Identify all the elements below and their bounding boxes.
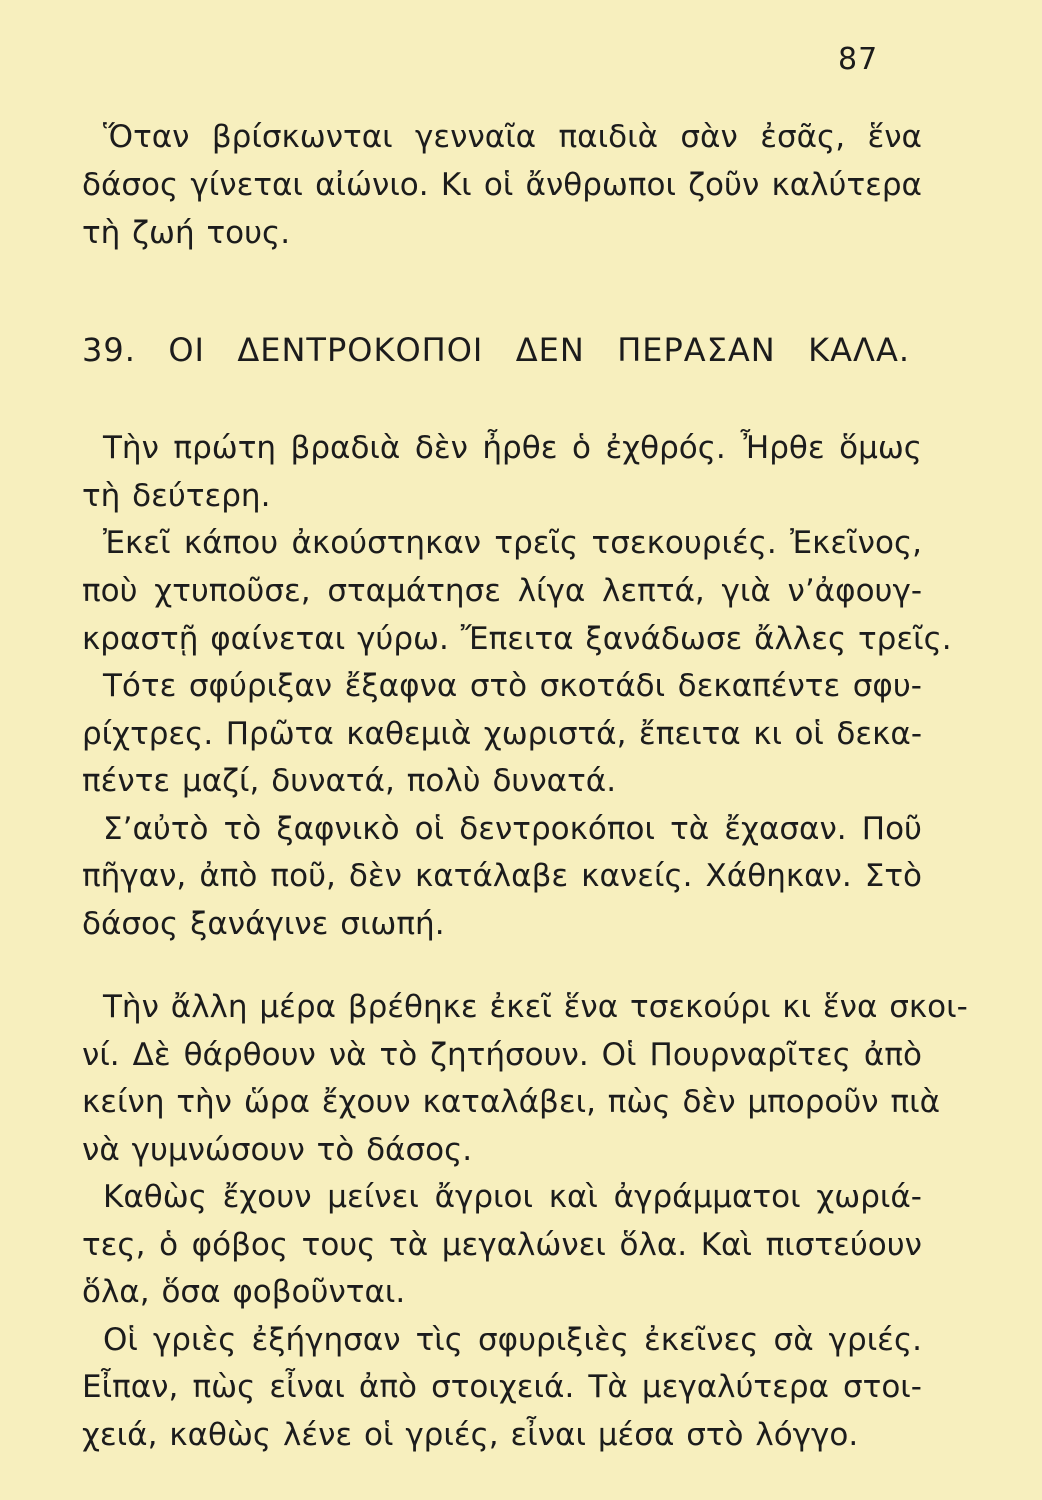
section1-line-6: Τότε σφύριξαν ἔξαφνα στὸ σκοτάδι δεκαπέντε σφυ- (103, 668, 922, 704)
section1-line-8: πέντε μαζί, δυνατά, πολὺ δυνατά. (82, 763, 617, 799)
section2-line-2: νί. Δὲ θάρθουν νὰ τὸ ζητήσουν. Οἱ Πουρναρῖτες ἀπὸ (82, 1037, 922, 1073)
section1-line-5: κραστῇ φαίνεται γύρω. Ἔπειτα ξανάδωσε ἄλλες τρεῖς. (82, 621, 952, 657)
chapter-heading: 39. ΟΙ ΔΕΝΤΡΟΚΟΠΟΙ ΔΕΝ ΠΕΡΑΣΑΝ ΚΑΛΑ. (82, 331, 910, 369)
intro-line-2: δάσος γίνεται αἰώνιο. Κι οἱ ἄνθρωποι ζοῦν καλύτερα (82, 167, 922, 203)
section2-line-6: τες, ὁ φόβος τους τὰ μεγαλώνει ὅλα. Καὶ πιστεύουν (82, 1227, 922, 1263)
section2-line-9: Εἶπαν, πὼς εἶναι ἀπὸ στοιχειά. Τὰ μεγαλύτερα στοι- (82, 1369, 922, 1405)
section1-line-2: τὴ δεύτερη. (82, 478, 271, 514)
section1-line-9: Σ’αὐτὸ τὸ ξαφνικὸ οἱ δεντροκόποι τὰ ἔχασαν. Ποῦ (103, 811, 922, 847)
section2-line-5: Καθὼς ἔχουν μείνει ἄγριοι καὶ ἀγράμματοι χωριά- (103, 1179, 922, 1215)
section1-line-4: ποὺ χτυποῦσε, σταμάτησε λίγα λεπτά, γιὰ ν’ἀφουγ- (82, 573, 922, 609)
section1-line-7: ρίχτρες. Πρῶτα καθεμιὰ χωριστά, ἔπειτα κι οἱ δεκα- (82, 716, 922, 752)
section2-line-10: χειά, καθὼς λένε οἱ γριές, εἶναι μέσα στὸ λόγγο. (82, 1417, 859, 1453)
section1-line-10: πῆγαν, ἀπὸ ποῦ, δὲν κατάλαβε κανείς. Χάθηκαν. Στὸ (82, 858, 922, 894)
intro-line-3: τὴ ζωή τους. (82, 215, 291, 251)
section1-line-11: δάσος ξανάγινε σιωπή. (82, 906, 445, 942)
section2-line-7: ὅλα, ὅσα φοβοῦνται. (82, 1274, 406, 1310)
section2-line-1: Τὴν ἄλλη μέρα βρέθηκε ἐκεῖ ἕνα τσεκούρι κι ἕνα σκοι- (103, 989, 968, 1025)
section2-line-4: νὰ γυμνώσουν τὸ δάσος. (82, 1132, 473, 1168)
section2-line-8: Οἱ γριὲς ἐξήγησαν τὶς σφυριξιὲς ἐκεῖνες σὰ γριές. (103, 1322, 922, 1358)
intro-line-1: Ὅταν βρίσκωνται γενναῖα παιδιὰ σὰν ἐσᾶς, ἕνα (103, 119, 922, 155)
section2-line-3: κείνη τὴν ὥρα ἔχουν καταλάβει, πὼς δὲν μποροῦν πιὰ (82, 1084, 941, 1120)
page-number: 87 (838, 42, 879, 77)
section1-line-3: Ἐκεῖ κάπου ἀκούστηκαν τρεῖς τσεκουριές. Ἐκεῖνος, (103, 525, 922, 561)
section1-line-1: Τὴν πρώτη βραδιὰ δὲν ἦρθε ὁ ἐχθρός. Ἦρθε ὅμως (103, 430, 922, 466)
